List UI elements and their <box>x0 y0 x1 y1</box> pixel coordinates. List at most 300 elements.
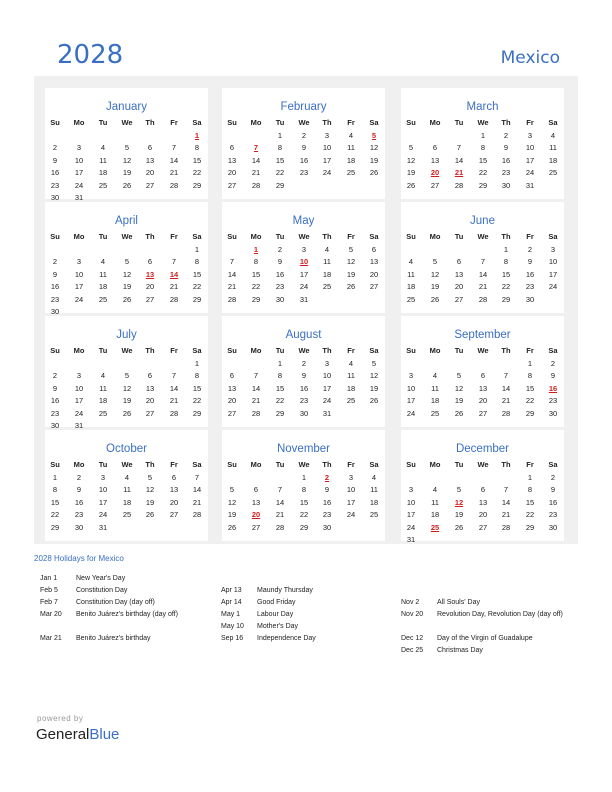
day-cell: 9 <box>52 383 58 393</box>
day-cell: 11 <box>347 371 355 381</box>
weekday-label: Fr <box>170 346 178 355</box>
day-cell: 2 <box>76 473 82 482</box>
day-cell: 29 <box>275 408 285 418</box>
weekday-label: Mo <box>250 232 262 241</box>
day-cell: 26 <box>346 282 356 292</box>
weekday-label: Su <box>406 346 416 355</box>
day-cell: 13 <box>227 155 237 165</box>
weekday-label: Su <box>50 460 60 469</box>
day-cell: 5 <box>124 143 130 153</box>
day-cell: 3 <box>527 131 533 140</box>
day-cell: 16 <box>50 282 60 292</box>
day-cell: 19 <box>454 510 464 520</box>
day-cell: 14 <box>275 497 285 507</box>
weekday-label: Su <box>227 460 237 469</box>
day-cell: 11 <box>407 269 415 279</box>
month-name: February <box>280 101 327 113</box>
day-cell: 3 <box>408 371 414 381</box>
day-cell: 23 <box>50 180 60 190</box>
holiday-day: 16 <box>548 383 558 393</box>
day-cell: 7 <box>229 257 235 267</box>
day-cell: 27 <box>145 180 155 190</box>
day-cell: 15 <box>192 269 202 279</box>
day-cell: 8 <box>527 371 533 381</box>
day-cell: 2 <box>301 359 307 368</box>
day-cell: 12 <box>406 155 416 165</box>
day-cell: 21 <box>169 396 179 406</box>
day-cell: 12 <box>122 383 132 393</box>
holiday-day: 25 <box>430 522 440 532</box>
day-cell: 8 <box>277 371 283 381</box>
weekday-label: Fr <box>526 118 534 127</box>
weekday-label: Tu <box>275 118 285 127</box>
day-cell: 22 <box>251 282 261 292</box>
weekday-label: Su <box>406 118 416 127</box>
day-cell: 24 <box>548 282 558 292</box>
day-cell: 25 <box>98 408 108 418</box>
holiday-date: Dec 12 <box>401 635 424 642</box>
holiday-name: Day of the Virgin of Guadalupe <box>437 635 533 642</box>
weekday-label: Tu <box>454 460 464 469</box>
day-cell: 31 <box>98 522 108 532</box>
day-cell: 21 <box>275 510 285 520</box>
day-cell: 30 <box>50 421 60 430</box>
day-cell: 22 <box>192 396 202 406</box>
holiday-name: New Year's Day <box>76 575 126 582</box>
day-cell: 27 <box>145 294 155 304</box>
day-cell: 29 <box>299 522 309 532</box>
day-cell: 25 <box>98 294 108 304</box>
weekday-label: Fr <box>526 346 534 355</box>
day-cell: 24 <box>98 510 108 520</box>
holiday-name: Constitution Day <box>76 587 128 594</box>
day-cell: 21 <box>501 396 511 406</box>
day-cell: 5 <box>408 143 414 153</box>
day-cell: 26 <box>122 294 132 304</box>
weekday-label: Tu <box>98 346 108 355</box>
day-cell: 10 <box>74 383 84 393</box>
day-cell: 26 <box>227 522 237 532</box>
day-cell: 18 <box>406 282 416 292</box>
weekday-label: Mo <box>73 118 85 127</box>
weekday-label: Mo <box>73 232 85 241</box>
day-cell: 31 <box>74 193 84 202</box>
weekday-label: We <box>477 118 489 127</box>
day-cell: 23 <box>322 510 332 520</box>
day-cell: 12 <box>145 485 155 495</box>
day-cell: 10 <box>525 143 535 153</box>
day-cell: 7 <box>277 485 283 495</box>
day-cell: 13 <box>169 485 179 495</box>
day-cell: 24 <box>74 294 84 304</box>
day-cell: 5 <box>229 485 235 495</box>
day-cell: 5 <box>147 473 153 482</box>
day-cell: 8 <box>503 257 509 267</box>
holiday-day: 13 <box>145 269 155 279</box>
day-cell: 23 <box>74 510 84 520</box>
day-cell: 27 <box>145 408 155 418</box>
day-cell: 27 <box>251 522 261 532</box>
day-cell: 31 <box>525 180 535 190</box>
weekday-label: Th <box>145 346 155 355</box>
holiday-date: May 1 <box>221 611 241 618</box>
day-cell: 20 <box>227 168 237 178</box>
day-cell: 29 <box>192 294 202 304</box>
day-cell: 30 <box>548 522 558 532</box>
holiday-name: Mother's Day <box>257 623 299 630</box>
holiday-day: 21 <box>454 168 464 178</box>
day-cell: 21 <box>501 510 511 520</box>
day-cell: 12 <box>346 257 356 267</box>
day-cell: 30 <box>525 294 535 304</box>
day-cell: 28 <box>275 522 285 532</box>
day-cell: 28 <box>251 408 261 418</box>
day-cell: 16 <box>322 497 332 507</box>
day-cell: 16 <box>275 269 285 279</box>
day-cell: 21 <box>227 282 237 292</box>
month-name: August <box>285 329 322 341</box>
month-november <box>222 430 385 541</box>
month-name: December <box>455 443 510 455</box>
day-cell: 19 <box>227 510 237 520</box>
weekday-label: Fr <box>170 118 178 127</box>
day-cell: 24 <box>299 282 309 292</box>
day-cell: 23 <box>501 168 511 178</box>
day-cell: 19 <box>369 383 379 393</box>
weekday-label: Mo <box>250 346 262 355</box>
day-cell: 17 <box>74 168 84 178</box>
day-cell: 30 <box>275 294 285 304</box>
day-cell: 6 <box>480 371 486 381</box>
day-cell: 26 <box>369 396 379 406</box>
weekday-label: Th <box>501 460 511 469</box>
generalblue-logo[interactable] <box>36 726 119 743</box>
day-cell: 10 <box>346 485 356 495</box>
day-cell: 28 <box>169 408 179 418</box>
day-cell: 8 <box>194 371 200 381</box>
day-cell: 22 <box>192 168 202 178</box>
day-cell: 13 <box>251 497 261 507</box>
day-cell: 25 <box>346 168 356 178</box>
day-cell: 18 <box>98 168 108 178</box>
weekday-label: Tu <box>98 232 108 241</box>
day-cell: 24 <box>74 408 84 418</box>
weekday-label: Th <box>145 118 155 127</box>
month-name: March <box>466 101 499 113</box>
day-cell: 16 <box>50 168 60 178</box>
day-cell: 23 <box>525 282 535 292</box>
day-cell: 31 <box>299 294 309 304</box>
day-cell: 4 <box>348 359 354 368</box>
day-cell: 29 <box>501 294 511 304</box>
day-cell: 25 <box>322 282 332 292</box>
day-cell: 27 <box>478 408 488 418</box>
day-cell: 7 <box>171 371 177 381</box>
weekday-label: Fr <box>347 232 355 241</box>
country-title: Mexico <box>500 48 560 68</box>
weekday-label: We <box>298 232 310 241</box>
day-cell: 9 <box>550 371 556 381</box>
day-cell: 1 <box>52 473 58 482</box>
day-cell: 5 <box>124 257 130 267</box>
weekday-label: Th <box>322 232 332 241</box>
day-cell: 23 <box>299 396 309 406</box>
day-cell: 17 <box>98 497 108 507</box>
weekday-label: We <box>477 346 489 355</box>
day-cell: 23 <box>548 510 558 520</box>
day-cell: 20 <box>478 510 488 520</box>
day-cell: 11 <box>370 485 378 495</box>
day-cell: 6 <box>229 371 235 381</box>
day-cell: 19 <box>346 269 356 279</box>
day-cell: 24 <box>406 522 416 532</box>
day-cell: 26 <box>369 168 379 178</box>
day-cell: 3 <box>76 371 82 381</box>
weekday-label: Fr <box>170 460 178 469</box>
day-cell: 16 <box>74 497 84 507</box>
holiday-name: Independence Day <box>257 635 316 642</box>
day-cell: 6 <box>147 143 153 153</box>
day-cell: 22 <box>50 510 60 520</box>
weekday-label: Th <box>322 346 332 355</box>
day-cell: 12 <box>430 269 440 279</box>
day-cell: 10 <box>74 155 84 165</box>
day-cell: 1 <box>480 131 486 140</box>
day-cell: 2 <box>550 473 556 482</box>
day-cell: 3 <box>100 473 106 482</box>
day-cell: 19 <box>430 282 440 292</box>
holiday-date: Sep 16 <box>221 635 244 642</box>
month-name: May <box>292 215 315 227</box>
day-cell: 25 <box>548 168 558 178</box>
day-cell: 1 <box>277 131 283 140</box>
month-october <box>45 430 208 541</box>
day-cell: 5 <box>432 257 438 267</box>
day-cell: 24 <box>346 510 356 520</box>
day-cell: 29 <box>275 180 285 190</box>
day-cell: 10 <box>74 269 84 279</box>
day-cell: 31 <box>322 408 332 418</box>
day-cell: 20 <box>478 396 488 406</box>
month-name: January <box>106 101 147 113</box>
day-cell: 9 <box>324 485 330 495</box>
day-cell: 22 <box>525 510 535 520</box>
day-cell: 13 <box>369 257 379 267</box>
day-cell: 1 <box>527 473 533 482</box>
day-cell: 11 <box>347 143 355 153</box>
day-cell: 30 <box>50 307 60 316</box>
day-cell: 21 <box>169 168 179 178</box>
weekday-label: We <box>477 232 489 241</box>
holiday-date: Nov 20 <box>401 611 424 618</box>
day-cell: 14 <box>251 383 261 393</box>
day-cell: 27 <box>369 282 379 292</box>
day-cell: 6 <box>253 485 259 495</box>
day-cell: 4 <box>371 473 377 482</box>
day-cell: 25 <box>369 510 379 520</box>
day-cell: 13 <box>430 155 440 165</box>
day-cell: 18 <box>98 282 108 292</box>
day-cell: 20 <box>145 396 155 406</box>
day-cell: 14 <box>169 155 179 165</box>
day-cell: 27 <box>454 294 464 304</box>
day-cell: 23 <box>275 282 285 292</box>
day-cell: 21 <box>251 396 261 406</box>
holiday-date: Mar 20 <box>40 611 62 618</box>
weekday-label: Su <box>50 232 60 241</box>
weekday-label: Sa <box>192 460 202 469</box>
day-cell: 28 <box>501 522 511 532</box>
day-cell: 1 <box>301 473 307 482</box>
holiday-day: 1 <box>253 245 259 254</box>
day-cell: 20 <box>227 396 237 406</box>
weekday-label: Mo <box>429 232 441 241</box>
holiday-day: 10 <box>299 257 309 267</box>
weekday-label: Sa <box>548 232 558 241</box>
holiday-date: Jan 1 <box>40 575 58 582</box>
weekday-label: Mo <box>73 460 85 469</box>
day-cell: 5 <box>456 485 462 495</box>
day-cell: 12 <box>369 371 379 381</box>
day-cell: 30 <box>501 180 511 190</box>
holiday-name: Good Friday <box>257 599 296 606</box>
day-cell: 29 <box>192 180 202 190</box>
weekday-label: Th <box>145 232 155 241</box>
day-cell: 6 <box>147 257 153 267</box>
day-cell: 9 <box>277 257 283 267</box>
day-cell: 29 <box>50 522 60 532</box>
month-december <box>401 430 564 544</box>
day-cell: 23 <box>299 168 309 178</box>
day-cell: 26 <box>406 180 416 190</box>
day-cell: 24 <box>525 168 535 178</box>
weekday-label: Th <box>501 232 511 241</box>
month-name: April <box>114 215 138 227</box>
day-cell: 22 <box>275 168 285 178</box>
day-cell: 30 <box>50 193 60 202</box>
weekday-label: We <box>121 346 133 355</box>
calendar-grid <box>34 76 578 544</box>
weekday-label: Sa <box>192 346 202 355</box>
day-cell: 18 <box>430 510 440 520</box>
day-cell: 6 <box>456 257 462 267</box>
day-cell: 24 <box>322 396 332 406</box>
day-cell: 2 <box>503 131 509 140</box>
weekday-label: Sa <box>369 460 379 469</box>
weekday-label: Su <box>227 232 237 241</box>
month-january <box>45 88 208 202</box>
day-cell: 31 <box>74 421 84 430</box>
day-cell: 2 <box>277 245 283 254</box>
weekday-label: Sa <box>192 118 202 127</box>
day-cell: 26 <box>454 522 464 532</box>
weekday-label: Su <box>50 118 60 127</box>
weekday-label: We <box>121 118 133 127</box>
day-cell: 15 <box>275 155 285 165</box>
weekday-label: Fr <box>526 232 534 241</box>
day-cell: 29 <box>192 408 202 418</box>
day-cell: 10 <box>406 497 416 507</box>
day-cell: 11 <box>99 155 107 165</box>
day-cell: 9 <box>503 143 509 153</box>
holiday-name: Labour Day <box>257 611 294 618</box>
day-cell: 27 <box>430 180 440 190</box>
day-cell: 18 <box>346 383 356 393</box>
day-cell: 15 <box>192 383 202 393</box>
day-cell: 17 <box>525 155 535 165</box>
month-september <box>401 316 564 427</box>
holiday-date: Apr 13 <box>221 587 242 594</box>
day-cell: 13 <box>478 497 488 507</box>
weekday-label: We <box>477 460 489 469</box>
day-cell: 1 <box>194 359 200 368</box>
day-cell: 6 <box>171 473 177 482</box>
weekday-label: Mo <box>73 346 85 355</box>
day-cell: 28 <box>478 294 488 304</box>
day-cell: 17 <box>548 269 558 279</box>
holiday-name: Christmas Day <box>437 647 483 654</box>
holiday-date: Feb 7 <box>40 599 58 606</box>
holiday-date: Nov 2 <box>401 599 420 606</box>
day-cell: 2 <box>301 131 307 140</box>
day-cell: 4 <box>124 473 130 482</box>
day-cell: 14 <box>454 155 464 165</box>
holiday-date: May 10 <box>221 623 244 630</box>
month-april <box>45 202 208 316</box>
day-cell: 13 <box>145 383 155 393</box>
day-cell: 9 <box>550 485 556 495</box>
weekday-label: Tu <box>275 346 285 355</box>
day-cell: 22 <box>299 510 309 520</box>
day-cell: 8 <box>194 257 200 267</box>
day-cell: 20 <box>145 282 155 292</box>
day-cell: 11 <box>431 497 439 507</box>
day-cell: 27 <box>227 408 237 418</box>
day-cell: 14 <box>169 383 179 393</box>
day-cell: 7 <box>253 371 259 381</box>
day-cell: 9 <box>52 155 58 165</box>
day-cell: 5 <box>124 371 130 381</box>
weekday-label: Th <box>322 118 332 127</box>
day-cell: 21 <box>251 168 261 178</box>
day-cell: 12 <box>454 383 464 393</box>
day-cell: 3 <box>408 485 414 495</box>
day-cell: 18 <box>430 396 440 406</box>
day-cell: 24 <box>322 168 332 178</box>
day-cell: 13 <box>145 155 155 165</box>
holiday-date: Dec 25 <box>401 647 424 654</box>
day-cell: 4 <box>100 371 106 381</box>
day-cell: 8 <box>194 143 200 153</box>
day-cell: 21 <box>478 282 488 292</box>
day-cell: 15 <box>525 497 535 507</box>
month-name: June <box>470 215 495 227</box>
day-cell: 17 <box>322 155 332 165</box>
day-cell: 17 <box>346 497 356 507</box>
day-cell: 4 <box>348 131 354 140</box>
day-cell: 15 <box>501 269 511 279</box>
day-cell: 16 <box>525 269 535 279</box>
day-cell: 29 <box>478 180 488 190</box>
day-cell: 22 <box>501 282 511 292</box>
day-cell: 6 <box>432 143 438 153</box>
weekday-label: Su <box>227 346 237 355</box>
day-cell: 20 <box>145 168 155 178</box>
day-cell: 22 <box>192 282 202 292</box>
weekday-label: Su <box>50 346 60 355</box>
day-cell: 29 <box>251 294 261 304</box>
day-cell: 12 <box>227 497 237 507</box>
